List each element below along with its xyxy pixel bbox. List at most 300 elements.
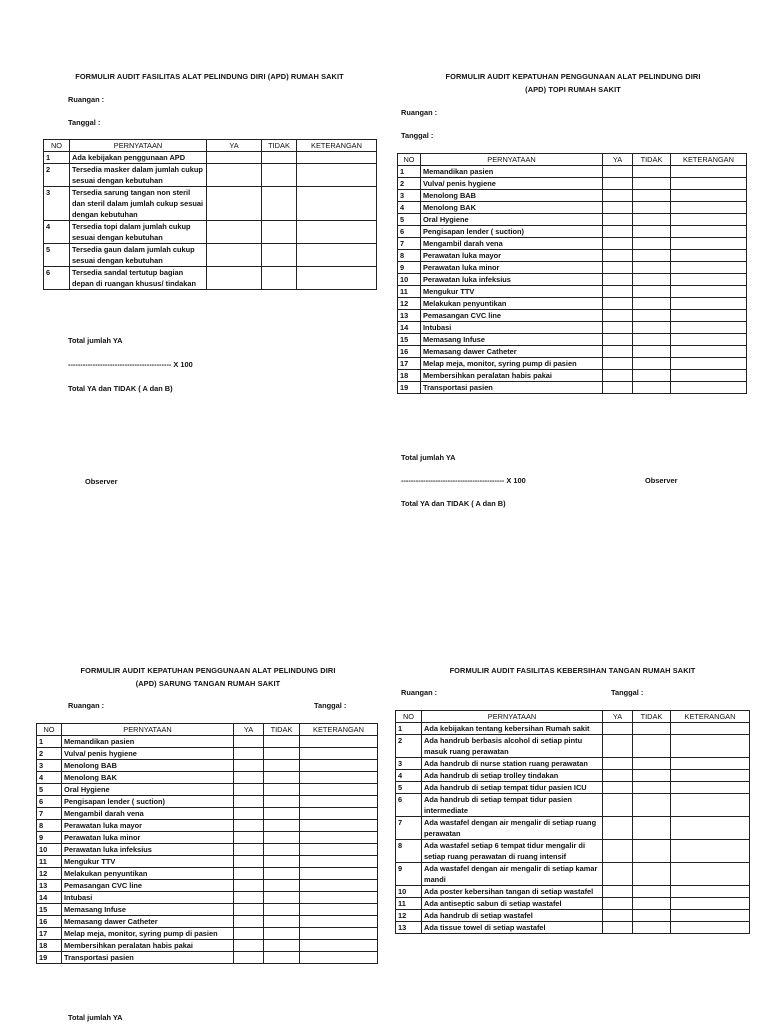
table-row <box>398 214 747 226</box>
keterangan-cell[interactable] <box>671 166 747 178</box>
ya-cell[interactable] <box>603 250 633 262</box>
keterangan-cell[interactable] <box>671 346 747 358</box>
row-statement: Melap meja, monitor, syring pump di pasien <box>62 928 234 940</box>
tidak-cell[interactable] <box>262 267 297 290</box>
keterangan-cell[interactable] <box>671 334 747 346</box>
ya-cell[interactable] <box>603 334 633 346</box>
ya-cell[interactable] <box>234 952 264 964</box>
tidak-cell[interactable] <box>264 868 300 880</box>
table-row <box>396 910 750 922</box>
tidak-cell[interactable] <box>633 382 671 394</box>
table-row <box>37 820 378 832</box>
tidak-cell[interactable] <box>264 892 300 904</box>
keterangan-cell[interactable] <box>671 370 747 382</box>
ya-cell[interactable] <box>603 202 633 214</box>
header-ya: YA <box>603 711 633 723</box>
keterangan-cell[interactable] <box>671 910 750 922</box>
ya-cell[interactable] <box>603 166 633 178</box>
tidak-cell[interactable] <box>633 358 671 370</box>
table-row <box>37 844 378 856</box>
ya-cell[interactable] <box>234 796 264 808</box>
form1-tanggal-label: Tanggal : <box>68 118 101 127</box>
tidak-cell[interactable] <box>264 832 300 844</box>
row-number: 9 <box>396 863 422 886</box>
row-statement: Ada tissue towel di setiap wastafel <box>422 922 603 934</box>
ya-cell[interactable] <box>603 770 633 782</box>
row-number: 2 <box>396 735 422 758</box>
row-number: 4 <box>44 221 70 244</box>
row-number: 18 <box>398 370 421 382</box>
tidak-cell[interactable] <box>633 898 671 910</box>
form2-tanggal-label: Tanggal : <box>401 131 434 140</box>
row-statement: Tersedia masker dalam jumlah cukup sesuai dengan kebutuhan <box>70 164 207 187</box>
ya-cell[interactable] <box>603 310 633 322</box>
keterangan-cell[interactable] <box>671 782 750 794</box>
table-row <box>44 164 377 187</box>
form1-ruangan-label: Ruangan : <box>68 95 105 104</box>
keterangan-cell[interactable] <box>671 794 750 817</box>
table-row <box>398 382 747 394</box>
table-row <box>37 808 378 820</box>
ya-cell[interactable] <box>234 940 264 952</box>
keterangan-cell[interactable] <box>300 880 378 892</box>
keterangan-cell[interactable] <box>300 928 378 940</box>
row-number: 1 <box>398 166 421 178</box>
row-number: 8 <box>37 820 62 832</box>
keterangan-cell[interactable] <box>300 892 378 904</box>
table-row <box>398 202 747 214</box>
tidak-cell[interactable] <box>264 952 300 964</box>
tidak-cell[interactable] <box>633 262 671 274</box>
form4-tanggal-label: Tanggal : <box>611 688 644 697</box>
table-row <box>396 770 750 782</box>
table-row <box>396 758 750 770</box>
row-number: 6 <box>396 794 422 817</box>
ya-cell[interactable] <box>234 844 264 856</box>
row-statement: Ada kebijakan tentang kebersihan Rumah sakit <box>422 723 603 735</box>
ya-cell[interactable] <box>603 910 633 922</box>
keterangan-cell[interactable] <box>300 868 378 880</box>
keterangan-cell[interactable] <box>300 784 378 796</box>
row-statement: Vulva/ penis hygiene <box>62 748 234 760</box>
ya-cell[interactable] <box>603 898 633 910</box>
table-row <box>37 832 378 844</box>
row-number: 5 <box>396 782 422 794</box>
row-statement: Ada handrub di setiap wastafel <box>422 910 603 922</box>
row-statement: Mengukur TTV <box>421 286 603 298</box>
table-row <box>37 940 378 952</box>
row-statement: Membersihkan peralatan habis pakai <box>62 940 234 952</box>
ya-cell[interactable] <box>234 760 264 772</box>
keterangan-cell[interactable] <box>300 940 378 952</box>
keterangan-cell[interactable] <box>300 808 378 820</box>
ya-cell[interactable] <box>234 892 264 904</box>
row-number: 5 <box>37 784 62 796</box>
row-statement: Vulva/ penis hygiene <box>421 178 603 190</box>
row-number: 2 <box>44 164 70 187</box>
tidak-cell[interactable] <box>264 880 300 892</box>
row-number: 12 <box>37 868 62 880</box>
table-row <box>398 334 747 346</box>
row-statement: Intubasi <box>421 322 603 334</box>
tidak-cell[interactable] <box>264 784 300 796</box>
row-statement: Ada poster kebersihan tangan di setiap wastafel <box>422 886 603 898</box>
row-number: 12 <box>396 910 422 922</box>
header-no: NO <box>396 711 422 723</box>
keterangan-cell[interactable] <box>671 898 750 910</box>
keterangan-cell[interactable] <box>297 187 377 221</box>
ya-cell[interactable] <box>603 214 633 226</box>
row-statement: Tersedia sandal tertutup bagian depan di ruangan khusus/ tindakan <box>70 267 207 290</box>
form1-observer: Observer <box>85 477 118 486</box>
keterangan-cell[interactable] <box>671 214 747 226</box>
tidak-cell[interactable] <box>633 370 671 382</box>
row-number: 16 <box>398 346 421 358</box>
row-statement: Melap meja, monitor, syring pump di pasien <box>421 358 603 370</box>
header-tidak: TIDAK <box>633 711 671 723</box>
table-row <box>398 274 747 286</box>
keterangan-cell[interactable] <box>671 840 750 863</box>
tidak-cell[interactable] <box>633 202 671 214</box>
tidak-cell[interactable] <box>264 940 300 952</box>
ya-cell[interactable] <box>603 190 633 202</box>
tidak-cell[interactable] <box>633 274 671 286</box>
tidak-cell[interactable] <box>262 152 297 164</box>
ya-cell[interactable] <box>603 886 633 898</box>
row-number: 13 <box>396 922 422 934</box>
keterangan-cell[interactable] <box>300 736 378 748</box>
row-statement: Ada handrub di setiap tempat tidur pasien ICU <box>422 782 603 794</box>
ya-cell[interactable] <box>207 267 262 290</box>
row-number: 5 <box>398 214 421 226</box>
ya-cell[interactable] <box>603 735 633 758</box>
tidak-cell[interactable] <box>264 844 300 856</box>
header-no: NO <box>37 724 62 736</box>
ya-cell[interactable] <box>603 370 633 382</box>
tidak-cell[interactable] <box>633 334 671 346</box>
ya-cell[interactable] <box>603 358 633 370</box>
ya-cell[interactable] <box>234 880 264 892</box>
tidak-cell[interactable] <box>633 770 671 782</box>
row-statement: Membersihkan peralatan habis pakai <box>421 370 603 382</box>
table-row <box>44 152 377 164</box>
row-statement: Pengisapan lender ( suction) <box>421 226 603 238</box>
ya-cell[interactable] <box>603 758 633 770</box>
tidak-cell[interactable] <box>264 928 300 940</box>
keterangan-cell[interactable] <box>671 322 747 334</box>
ya-cell[interactable] <box>603 863 633 886</box>
form4-title: FORMULIR AUDIT FASILITAS KEBERSIHAN TANGAN RUMAH SAKIT <box>449 666 696 675</box>
tidak-cell[interactable] <box>633 922 671 934</box>
ya-cell[interactable] <box>234 736 264 748</box>
keterangan-cell[interactable] <box>300 916 378 928</box>
keterangan-cell[interactable] <box>671 723 750 735</box>
table-row <box>44 187 377 221</box>
tidak-cell[interactable] <box>633 322 671 334</box>
row-statement: Memasang Infuse <box>62 904 234 916</box>
ya-cell[interactable] <box>207 244 262 267</box>
row-number: 4 <box>398 202 421 214</box>
ya-cell[interactable] <box>234 868 264 880</box>
keterangan-cell[interactable] <box>300 760 378 772</box>
row-number: 8 <box>398 250 421 262</box>
ya-cell[interactable] <box>234 748 264 760</box>
row-number: 3 <box>44 187 70 221</box>
row-statement: Pemasangan CVC line <box>421 310 603 322</box>
row-number: 3 <box>398 190 421 202</box>
ya-cell[interactable] <box>234 916 264 928</box>
keterangan-cell[interactable] <box>671 358 747 370</box>
form2-ruangan-label: Ruangan : <box>401 108 438 117</box>
row-statement: Memandikan pasien <box>421 166 603 178</box>
ya-cell[interactable] <box>603 723 633 735</box>
tidak-cell[interactable] <box>633 840 671 863</box>
row-statement: Melakukan penyuntikan <box>62 868 234 880</box>
ya-cell[interactable] <box>234 808 264 820</box>
tidak-cell[interactable] <box>264 904 300 916</box>
ya-cell[interactable] <box>603 298 633 310</box>
row-number: 10 <box>398 274 421 286</box>
form1-total-ya: Total jumlah YA <box>68 336 123 345</box>
keterangan-cell[interactable] <box>300 796 378 808</box>
tidak-cell[interactable] <box>633 310 671 322</box>
tidak-cell[interactable] <box>262 187 297 221</box>
tidak-cell[interactable] <box>633 226 671 238</box>
row-statement: Ada handrub di setiap tempat tidur pasien intermediate <box>422 794 603 817</box>
ya-cell[interactable] <box>207 152 262 164</box>
keterangan-cell[interactable] <box>671 262 747 274</box>
form3-title <box>38 664 378 690</box>
tidak-cell[interactable] <box>264 820 300 832</box>
tidak-cell[interactable] <box>633 346 671 358</box>
table-row <box>398 370 747 382</box>
row-number: 7 <box>398 238 421 250</box>
row-statement: Menolong BAK <box>62 772 234 784</box>
ya-cell[interactable] <box>603 238 633 250</box>
keterangan-cell[interactable] <box>671 886 750 898</box>
tidak-cell[interactable] <box>633 817 671 840</box>
keterangan-cell[interactable] <box>671 238 747 250</box>
tidak-cell[interactable] <box>633 723 671 735</box>
row-number: 14 <box>37 892 62 904</box>
keterangan-cell[interactable] <box>297 267 377 290</box>
keterangan-cell[interactable] <box>300 856 378 868</box>
ya-cell[interactable] <box>234 928 264 940</box>
header-pernyataan: PERNYATAAN <box>422 711 603 723</box>
tidak-cell[interactable] <box>264 916 300 928</box>
tidak-cell[interactable] <box>633 250 671 262</box>
ya-cell[interactable] <box>207 164 262 187</box>
row-statement: Memasang dawer Catheter <box>421 346 603 358</box>
row-statement: Tersedia topi dalam jumlah cukup sesuai dengan kebutuhan <box>70 221 207 244</box>
tidak-cell[interactable] <box>262 164 297 187</box>
keterangan-cell[interactable] <box>671 178 747 190</box>
table-row <box>398 286 747 298</box>
row-number: 6 <box>44 267 70 290</box>
ya-cell[interactable] <box>603 274 633 286</box>
table-row <box>396 723 750 735</box>
tidak-cell[interactable] <box>633 298 671 310</box>
row-number: 2 <box>37 748 62 760</box>
ya-cell[interactable] <box>603 346 633 358</box>
tidak-cell[interactable] <box>264 760 300 772</box>
header-pernyataan: PERNYATAAN <box>421 154 603 166</box>
ya-cell[interactable] <box>234 820 264 832</box>
ya-cell[interactable] <box>603 782 633 794</box>
ya-cell[interactable] <box>234 904 264 916</box>
keterangan-cell[interactable] <box>671 226 747 238</box>
row-statement: Ada handrub berbasis alcohol di setiap pintu masuk ruang perawatan <box>422 735 603 758</box>
tidak-cell[interactable] <box>264 736 300 748</box>
form1-table <box>43 139 377 290</box>
keterangan-cell[interactable] <box>671 202 747 214</box>
tidak-cell[interactable] <box>633 735 671 758</box>
tidak-cell[interactable] <box>633 758 671 770</box>
tidak-cell[interactable] <box>264 772 300 784</box>
keterangan-cell[interactable] <box>300 952 378 964</box>
row-number: 9 <box>398 262 421 274</box>
keterangan-cell[interactable] <box>671 382 747 394</box>
ya-cell[interactable] <box>603 922 633 934</box>
keterangan-cell[interactable] <box>300 904 378 916</box>
keterangan-cell[interactable] <box>300 820 378 832</box>
keterangan-cell[interactable] <box>671 274 747 286</box>
row-number: 10 <box>396 886 422 898</box>
row-number: 1 <box>44 152 70 164</box>
keterangan-cell[interactable] <box>300 748 378 760</box>
tidak-cell[interactable] <box>633 190 671 202</box>
ya-cell[interactable] <box>603 262 633 274</box>
table-row <box>398 178 747 190</box>
table-row <box>37 796 378 808</box>
tidak-cell[interactable] <box>633 886 671 898</box>
tidak-cell[interactable] <box>633 166 671 178</box>
table-row <box>37 784 378 796</box>
form1-total-ya-tidak: Total YA dan TIDAK ( A dan B) <box>68 384 173 393</box>
tidak-cell[interactable] <box>262 244 297 267</box>
keterangan-cell[interactable] <box>300 772 378 784</box>
row-number: 3 <box>37 760 62 772</box>
row-number: 8 <box>396 840 422 863</box>
ya-cell[interactable] <box>603 382 633 394</box>
row-number: 19 <box>37 952 62 964</box>
keterangan-cell[interactable] <box>297 244 377 267</box>
form3-title-line2: (APD) SARUNG TANGAN RUMAH SAKIT <box>135 679 281 688</box>
table-row <box>37 748 378 760</box>
tidak-cell[interactable] <box>633 214 671 226</box>
header-tidak: TIDAK <box>264 724 300 736</box>
tidak-cell[interactable] <box>264 796 300 808</box>
tidak-cell[interactable] <box>633 910 671 922</box>
tidak-cell[interactable] <box>262 221 297 244</box>
row-number: 3 <box>396 758 422 770</box>
table-row <box>398 262 747 274</box>
tidak-cell[interactable] <box>264 748 300 760</box>
table-row <box>37 916 378 928</box>
ya-cell[interactable] <box>207 187 262 221</box>
header-tidak: TIDAK <box>262 140 297 152</box>
ya-cell[interactable] <box>603 226 633 238</box>
keterangan-cell[interactable] <box>297 164 377 187</box>
row-number: 19 <box>398 382 421 394</box>
form2-total-ya: Total jumlah YA <box>401 453 456 462</box>
tidak-cell[interactable] <box>264 808 300 820</box>
form2-observer: Observer <box>645 476 678 485</box>
keterangan-cell[interactable] <box>297 152 377 164</box>
row-statement: Perawatan luka infeksius <box>421 274 603 286</box>
keterangan-cell[interactable] <box>671 758 750 770</box>
ya-cell[interactable] <box>603 840 633 863</box>
ya-cell[interactable] <box>603 794 633 817</box>
keterangan-cell[interactable] <box>671 298 747 310</box>
ya-cell[interactable] <box>234 856 264 868</box>
keterangan-cell[interactable] <box>671 286 747 298</box>
ya-cell[interactable] <box>234 772 264 784</box>
table-row <box>398 358 747 370</box>
row-statement: Ada wastafel setiap 6 tempat tidur mengalir di setiap ruang perawatan di ruang intensif <box>422 840 603 863</box>
ya-cell[interactable] <box>603 178 633 190</box>
row-statement: Menolong BAK <box>421 202 603 214</box>
row-number: 4 <box>37 772 62 784</box>
keterangan-cell[interactable] <box>671 310 747 322</box>
header-keterangan: KETERANGAN <box>671 154 747 166</box>
ya-cell[interactable] <box>207 221 262 244</box>
table-row <box>398 190 747 202</box>
keterangan-cell[interactable] <box>671 190 747 202</box>
row-number: 11 <box>37 856 62 868</box>
row-number: 11 <box>398 286 421 298</box>
keterangan-cell[interactable] <box>297 221 377 244</box>
row-statement: Melakukan penyuntikan <box>421 298 603 310</box>
row-statement: Tersedia sarung tangan non steril dan steril dalam jumlah cukup sesuai dengan kebutuhan <box>70 187 207 221</box>
tidak-cell[interactable] <box>633 863 671 886</box>
tidak-cell[interactable] <box>633 782 671 794</box>
ya-cell[interactable] <box>234 784 264 796</box>
row-statement: Tersedia gaun dalam jumlah cukup sesuai dengan kebutuhan <box>70 244 207 267</box>
ya-cell[interactable] <box>234 832 264 844</box>
ya-cell[interactable] <box>603 286 633 298</box>
row-statement: Perawatan luka mayor <box>62 820 234 832</box>
keterangan-cell[interactable] <box>671 817 750 840</box>
row-statement: Memasang dawer Catheter <box>62 916 234 928</box>
row-statement: Memasang Infuse <box>421 334 603 346</box>
row-number: 13 <box>398 310 421 322</box>
keterangan-cell[interactable] <box>671 735 750 758</box>
keterangan-cell[interactable] <box>671 770 750 782</box>
tidak-cell[interactable] <box>633 178 671 190</box>
header-keterangan: KETERANGAN <box>297 140 377 152</box>
tidak-cell[interactable] <box>633 238 671 250</box>
header-ya: YA <box>234 724 264 736</box>
row-statement: Pengisapan lender ( suction) <box>62 796 234 808</box>
keterangan-cell[interactable] <box>671 863 750 886</box>
keterangan-cell[interactable] <box>300 832 378 844</box>
keterangan-cell[interactable] <box>300 844 378 856</box>
ya-cell[interactable] <box>603 817 633 840</box>
ya-cell[interactable] <box>603 322 633 334</box>
keterangan-cell[interactable] <box>671 250 747 262</box>
header-pernyataan: PERNYATAAN <box>70 140 207 152</box>
table-row <box>396 782 750 794</box>
tidak-cell[interactable] <box>264 856 300 868</box>
tidak-cell[interactable] <box>633 286 671 298</box>
form2-total-ya-tidak: Total YA dan TIDAK ( A dan B) <box>401 499 506 508</box>
form4-table <box>395 710 750 934</box>
tidak-cell[interactable] <box>633 794 671 817</box>
keterangan-cell[interactable] <box>671 922 750 934</box>
form3-tanggal-label: Tanggal : <box>314 701 347 710</box>
row-number: 1 <box>37 736 62 748</box>
